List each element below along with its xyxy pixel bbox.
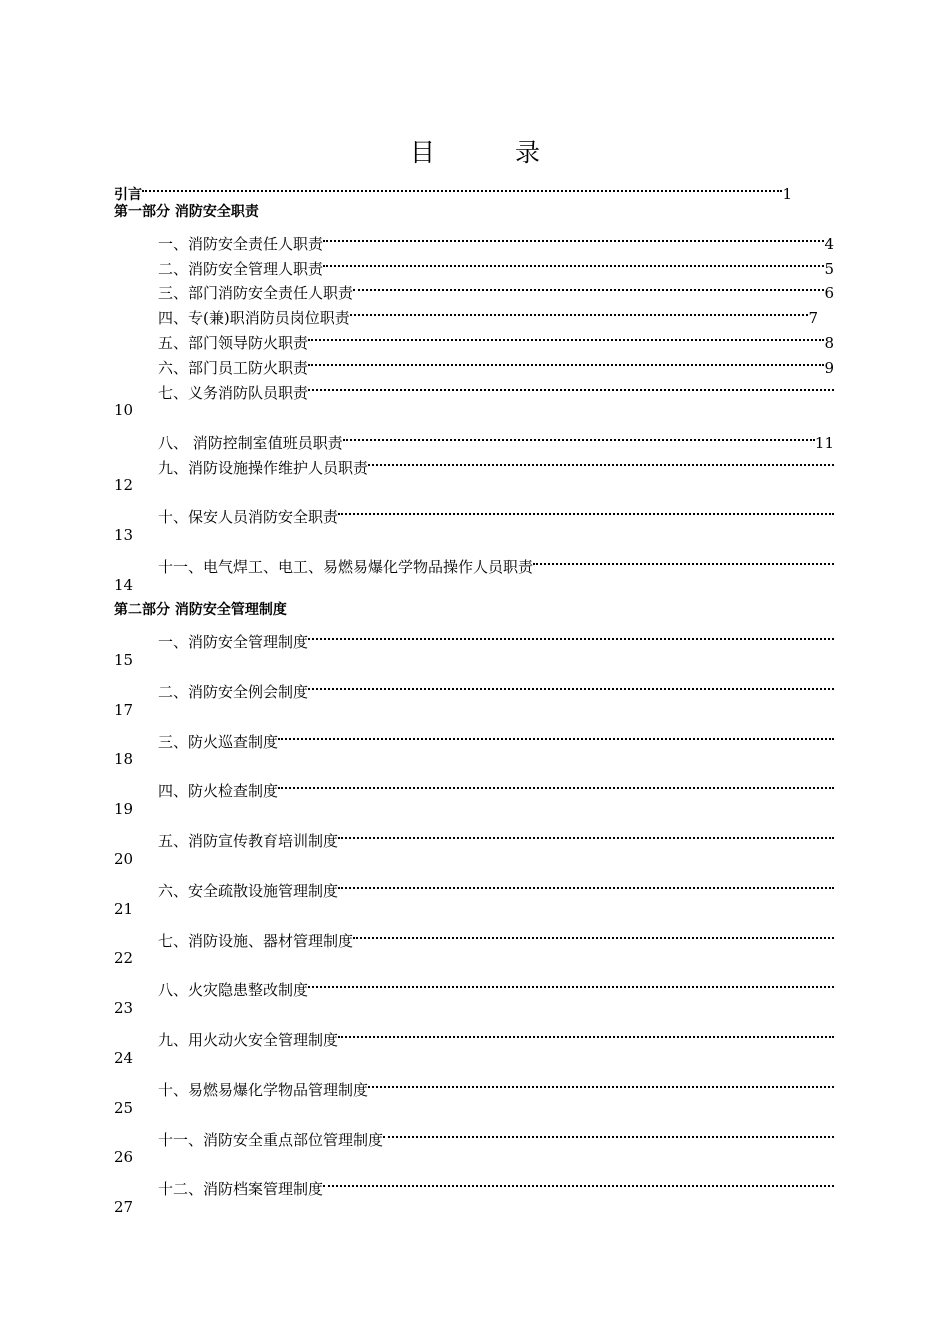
toc-entry-page: 14 bbox=[114, 576, 134, 594]
toc-entry[interactable] bbox=[158, 498, 834, 526]
dot-leader bbox=[308, 324, 824, 348]
dot-leader bbox=[533, 548, 834, 572]
dot-leader bbox=[353, 274, 824, 298]
toc-entry-label: 八、火灾隐患整改制度 bbox=[158, 981, 309, 999]
toc-entry-label: 四、防火检查制度 bbox=[158, 782, 279, 800]
toc-entry-page: 22 bbox=[114, 949, 134, 967]
toc-entry-intro[interactable] bbox=[114, 175, 792, 203]
toc-entry-label: 五、部门领导防火职责 bbox=[158, 334, 309, 352]
toc-entry-label: 六、安全疏散设施管理制度 bbox=[158, 882, 339, 900]
toc-entry[interactable] bbox=[158, 872, 834, 900]
toc-entry-label: 九、用火动火安全管理制度 bbox=[158, 1031, 339, 1049]
dot-leader bbox=[338, 872, 834, 896]
toc-entry[interactable] bbox=[158, 374, 834, 402]
toc-entry[interactable] bbox=[158, 971, 834, 999]
dot-leader bbox=[278, 772, 834, 796]
dot-leader bbox=[338, 498, 834, 522]
dot-leader bbox=[323, 1170, 834, 1194]
toc-entry-page: 21 bbox=[114, 900, 134, 918]
toc-entry[interactable] bbox=[158, 548, 834, 576]
toc-entry[interactable] bbox=[158, 349, 834, 377]
page-title bbox=[0, 133, 950, 169]
toc-entry-label: 三、部门消防安全责任人职责 bbox=[158, 284, 354, 302]
dot-leader bbox=[338, 822, 834, 846]
toc-entry-page: 15 bbox=[114, 651, 134, 669]
toc-entry-label: 引言 bbox=[114, 187, 142, 203]
dot-leader bbox=[308, 623, 834, 647]
dot-leader bbox=[353, 922, 834, 946]
toc-entry-label: 二、消防安全例会制度 bbox=[158, 683, 309, 701]
title-char-2: 录 bbox=[515, 138, 541, 167]
toc-entry-label: 五、消防宣传教育培训制度 bbox=[158, 832, 339, 850]
toc-entry-page: 1 bbox=[782, 185, 792, 203]
toc-entry[interactable] bbox=[158, 449, 834, 477]
section-heading-part2 bbox=[114, 598, 287, 622]
toc-entry[interactable] bbox=[158, 673, 834, 701]
toc-entry-page: 17 bbox=[114, 701, 134, 719]
toc-entry-page: 19 bbox=[114, 800, 134, 818]
toc-entry-page: 24 bbox=[114, 1049, 134, 1067]
dot-leader bbox=[383, 1121, 834, 1145]
dot-leader bbox=[350, 299, 809, 323]
toc-entry-label: 十、保安人员消防安全职责 bbox=[158, 508, 339, 526]
dot-leader bbox=[308, 673, 834, 697]
toc-entry-page: 4 bbox=[824, 235, 834, 253]
toc-entry[interactable] bbox=[158, 723, 834, 751]
toc-entry-page: 11 bbox=[814, 434, 834, 452]
toc-entry-label: 七、消防设施、器材管理制度 bbox=[158, 932, 354, 950]
dot-leader bbox=[278, 723, 834, 747]
section-heading-part1 bbox=[114, 200, 259, 224]
toc-entry-label: 十、易燃易爆化学物品管理制度 bbox=[158, 1081, 369, 1099]
toc-entry-label: 四、专(兼)职消防员岗位职责 bbox=[158, 309, 350, 327]
section-heading-label: 第一部分 消防安全职责 bbox=[114, 204, 259, 220]
dot-leader bbox=[338, 1021, 834, 1045]
dot-leader bbox=[343, 424, 815, 448]
toc-entry[interactable] bbox=[158, 772, 834, 800]
dot-leader bbox=[323, 225, 824, 249]
dot-leader bbox=[308, 349, 824, 373]
toc-entry-page: 5 bbox=[824, 260, 834, 278]
toc-entry-label: 十一、电气焊工、电工、易燃易爆化学物品操作人员职责 bbox=[158, 558, 534, 576]
section-heading-label: 第二部分 消防安全管理制度 bbox=[114, 602, 287, 618]
toc-entry-page: 23 bbox=[114, 999, 134, 1017]
toc-entry-page: 13 bbox=[114, 526, 134, 544]
dot-leader bbox=[308, 374, 834, 398]
toc-entry-label: 八、 消防控制室值班员职责 bbox=[158, 434, 343, 452]
dot-leader bbox=[368, 449, 834, 473]
toc-entry-page: 26 bbox=[114, 1148, 134, 1166]
toc-entry-label: 三、防火巡查制度 bbox=[158, 733, 279, 751]
dot-leader bbox=[308, 971, 834, 995]
toc-entry-page: 20 bbox=[114, 850, 134, 868]
toc-entry-page: 18 bbox=[114, 750, 134, 768]
toc-entry-page: 9 bbox=[824, 359, 834, 377]
toc-entry-page: 6 bbox=[824, 284, 834, 302]
toc-entry-label: 七、义务消防队员职责 bbox=[158, 384, 309, 402]
toc-entry-page: 12 bbox=[114, 476, 134, 494]
toc-entry-page: 8 bbox=[824, 334, 834, 352]
toc-entry[interactable] bbox=[158, 424, 834, 452]
toc-entry-page: 25 bbox=[114, 1099, 134, 1117]
toc-entry-page: 10 bbox=[114, 401, 134, 419]
toc-entry[interactable] bbox=[158, 324, 834, 352]
toc-entry[interactable] bbox=[158, 274, 834, 302]
toc-entry[interactable] bbox=[158, 1121, 834, 1149]
toc-entry[interactable] bbox=[158, 922, 834, 950]
toc-entry[interactable] bbox=[158, 623, 834, 651]
dot-leader bbox=[368, 1071, 834, 1095]
toc-entry[interactable] bbox=[158, 1170, 834, 1198]
toc-entry-label: 九、消防设施操作维护人员职责 bbox=[158, 459, 369, 477]
dot-leader bbox=[323, 250, 824, 274]
toc-entry-page: 7 bbox=[808, 309, 818, 327]
toc-entry-label: 六、部门员工防火职责 bbox=[158, 359, 309, 377]
toc-entry[interactable] bbox=[158, 1071, 834, 1099]
toc-entry-page: 27 bbox=[114, 1198, 134, 1216]
toc-entry[interactable] bbox=[158, 1021, 834, 1049]
toc-entry-label: 十二、消防档案管理制度 bbox=[158, 1180, 324, 1198]
toc-entry-label: 一、消防安全责任人职责 bbox=[158, 235, 324, 253]
toc-entry[interactable] bbox=[158, 822, 834, 850]
toc-entry[interactable] bbox=[158, 250, 834, 278]
toc-entry-label: 一、消防安全管理制度 bbox=[158, 633, 309, 651]
title-char-1: 目 bbox=[409, 138, 435, 167]
dot-leader bbox=[142, 175, 782, 199]
toc-entry-label: 十一、消防安全重点部位管理制度 bbox=[158, 1131, 384, 1149]
toc-entry[interactable] bbox=[158, 299, 818, 327]
toc-entry[interactable] bbox=[158, 225, 834, 253]
toc-entry-label: 二、消防安全管理人职责 bbox=[158, 260, 324, 278]
